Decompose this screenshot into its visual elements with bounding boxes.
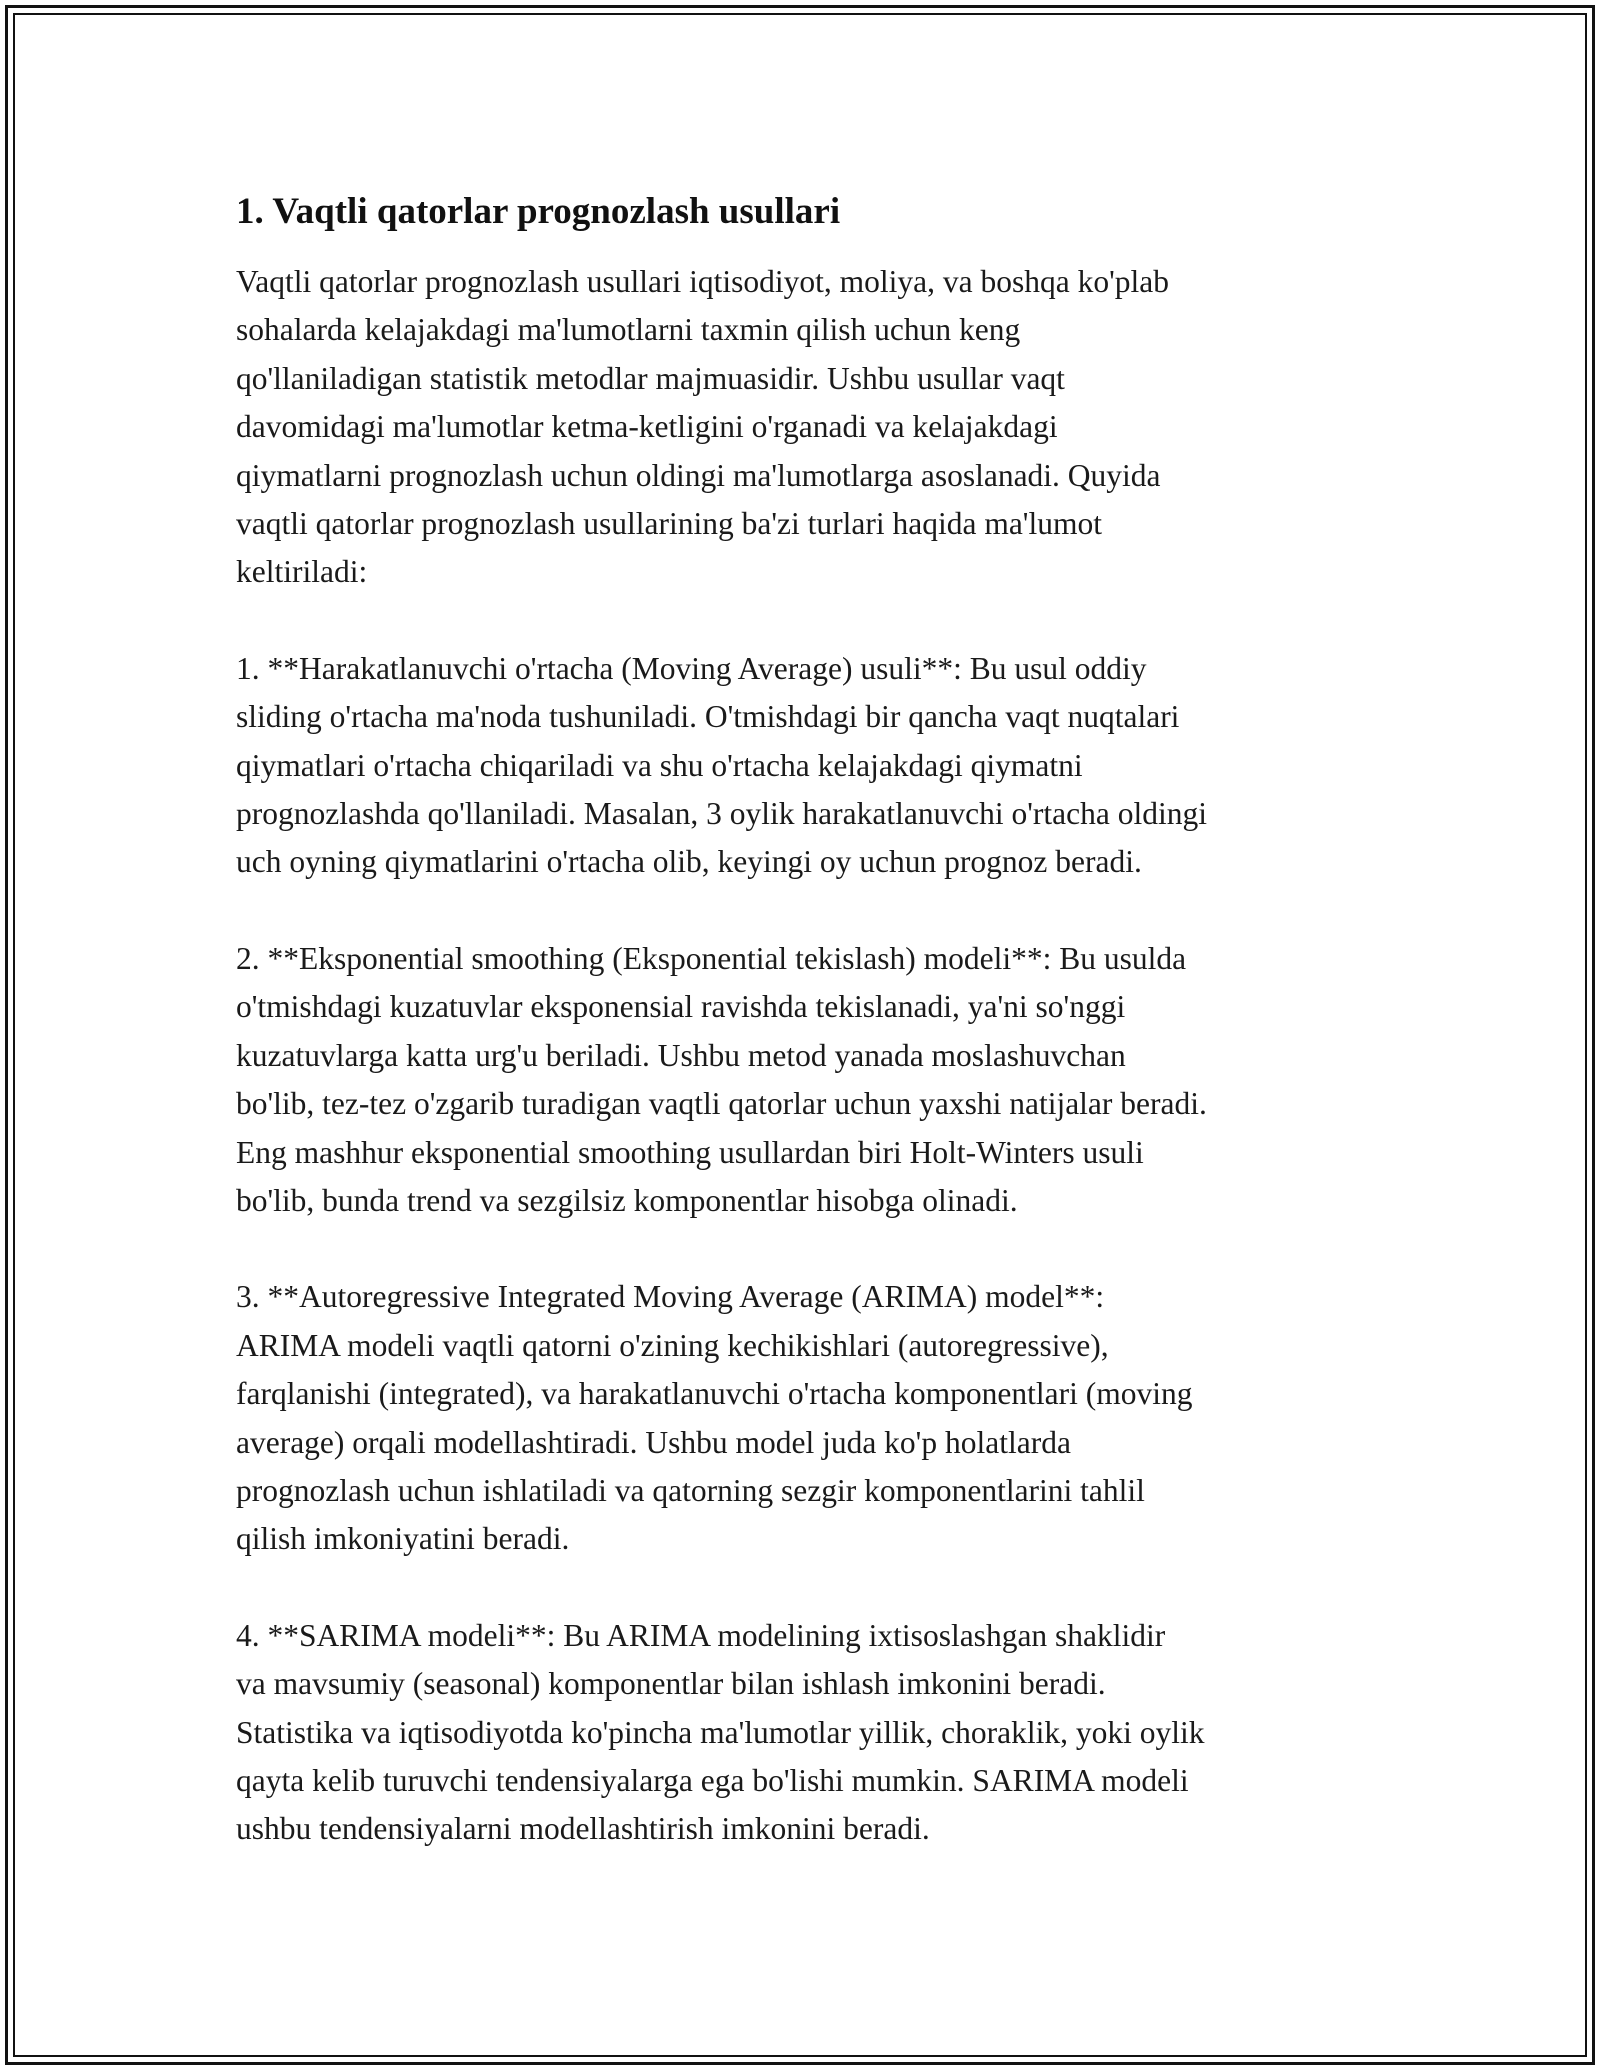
document-title: 1. Vaqtli qatorlar prognozlash usullari — [236, 191, 841, 232]
exponential-smoothing-paragraph: 2. **Eksponential smoothing (Eksponential tekislash) modeli**: Bu usulda o'tmishdagi kuzatuvlar eksponensial ravishda tekislanadi, ya'ni so'nggi kuzatuvlarga katta urg'u beriladi. Ushbu metod yanada moslashuvchan bo'lib, tez-tez o'zgarib turadigan vaqtli qatorlar uchun yaxshi natijalar beradi. Eng mashhur eksponential smoothing usullardan biri Holt-Winters usuli bo'lib, bunda trend va sezgilsiz komponentlar hisobga olinadi. — [236, 940, 1207, 1218]
intro-paragraph: Vaqtli qatorlar prognozlash usullari iqtisodiyot, moliya, va boshqa ko'plab sohalarda kelajakdagi ma'lumotlarni taxmin qilish uchun keng qo'llaniladigan statistik metodlar majmuasidir. Ushbu usullar vaqt davomidagi ma'lumotlar ketma-ketligini o'rganadi va kelajakdagi qiymatlarni prognozlash uchun oldingi ma'lumotlarga asoslanadi. Quyida vaqtli qatorlar prognozlash usullarining ba'zi turlari haqida ma'lumot keltiriladi: — [236, 264, 1170, 590]
document-body — [236, 190, 1376, 1902]
sarima-paragraph: 4. **SARIMA modeli**: Bu ARIMA modelining ixtisoslashgan shaklidir va mavsumiy (seasonal) komponentlar bilan ishlash imkonini beradi. Statistika va iqtisodiyotda ko'pincha ma'lumotlar yillik, choraklik, yoki oylik qayta kelib turuvchi tendensiyalarga ega bo'lishi mumkin. SARIMA modeli ushbu tendensiyalarni modellashtirish imkonini beradi. — [236, 1617, 1205, 1847]
arima-paragraph: 3. **Autoregressive Integrated Moving Average (ARIMA) model**: ARIMA modeli vaqtli qatorni o'zining kechikishlari (autoregressive), farqlanishi (integrated), va harakatlanuvchi o'rtacha komponentlari (moving average) orqali modellashtiradi. Ushbu model juda ko'p holatlarda prognozlash uchun ishlatiladi va qatorning sezgir komponentlarini tahlil qilish imkoniyatini beradi. — [236, 1279, 1193, 1557]
moving-average-paragraph: 1. **Harakatlanuvchi o'rtacha (Moving Average) usuli**: Bu usul oddiy sliding o'rtacha ma'noda tushuniladi. O'tmishdagi bir qancha vaqt nuqtalari qiymatlari o'rtacha chiqariladi va shu o'rtacha kelajakdagi qiymatni prognozlashda qo'llaniladi. Masalan, 3 oylik harakatlanuvchi o'rtacha oldingi uch oyning qiymatlarini o'rtacha olib, keyingi oy uchun prognoz beradi. — [236, 650, 1207, 880]
